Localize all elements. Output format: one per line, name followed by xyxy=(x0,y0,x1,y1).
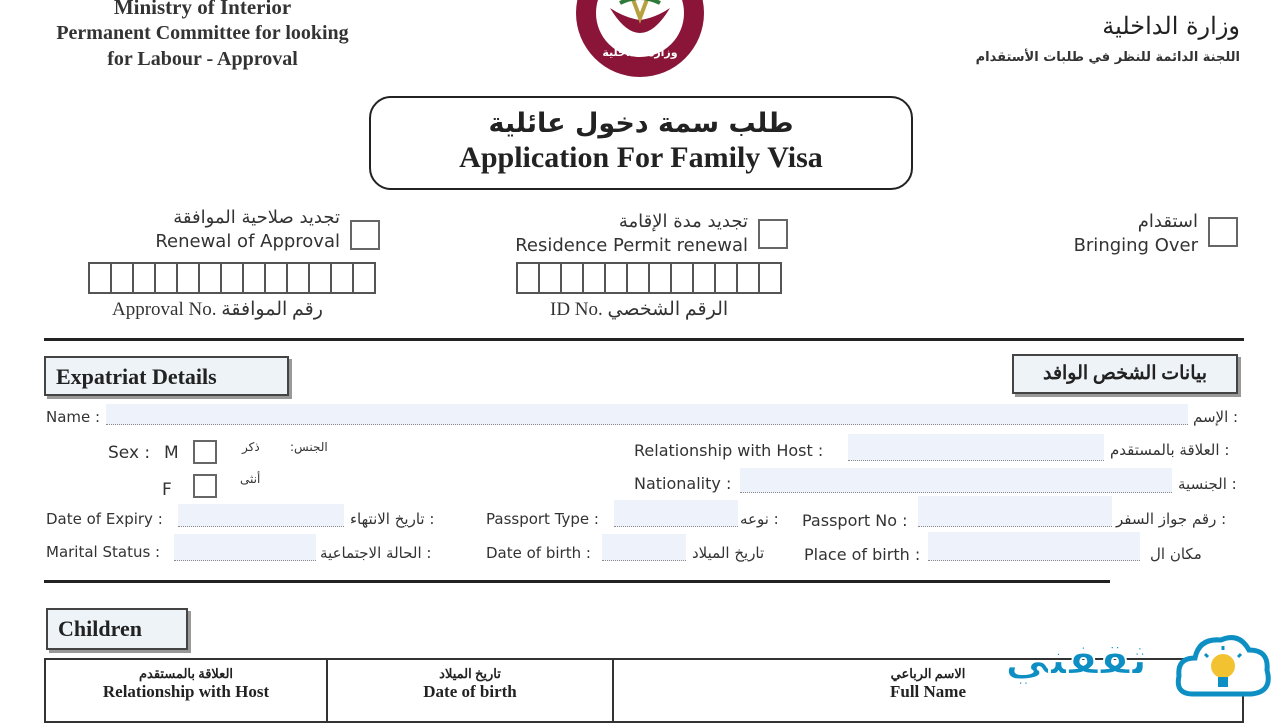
approval-number-boxes[interactable] xyxy=(88,262,374,294)
pob-field[interactable] xyxy=(928,532,1140,561)
pob-label: Place of birth : xyxy=(804,545,921,564)
committee-line-2: for Labour - Approval xyxy=(107,48,298,70)
ministry-title-ar: وزارة الداخلية xyxy=(1102,12,1240,40)
option-bringing-over-label xyxy=(1010,210,1198,258)
option-renewal-approval-en: Renewal of Approval xyxy=(155,231,340,252)
ministry-seal xyxy=(575,0,705,78)
col-date-of-birth: تاريخ الميلاد Date of birth xyxy=(327,659,613,722)
relationship-label-ar: : العلاقة بالمستقدم xyxy=(1110,441,1230,459)
id-number-label: ID No. الرقم الشخصي xyxy=(550,299,729,320)
relationship-field[interactable] xyxy=(848,434,1104,461)
dob-field[interactable] xyxy=(602,534,686,561)
marital-label: Marital Status : xyxy=(46,543,161,561)
name-field[interactable] xyxy=(106,404,1188,425)
option-renewal-approval-ar: تجديد صلاحية الموافقة xyxy=(173,207,340,228)
sex-label-ar: الجنس: xyxy=(290,440,328,454)
sex-male-label: M xyxy=(164,443,179,463)
divider-middle xyxy=(44,580,1110,583)
renewal-approval-checkbox[interactable] xyxy=(350,220,380,250)
sex-female-label: F xyxy=(162,480,172,500)
expiry-field[interactable] xyxy=(178,504,344,527)
children-section-tab: Children xyxy=(46,608,188,650)
form-title-en: Application For Family Visa xyxy=(459,141,823,174)
sex-male-checkbox[interactable] xyxy=(193,440,217,464)
sex-male-label-ar: ذكر xyxy=(242,440,260,454)
form-title-ar: طلب سمة دخول عائلية xyxy=(488,108,794,139)
lightbulb-cloud-icon xyxy=(1173,624,1273,714)
option-residence-renewal-en: Residence Permit renewal xyxy=(515,235,748,256)
nationality-field[interactable] xyxy=(740,468,1172,493)
expatriate-section-tab: Expatriat Details xyxy=(44,356,289,396)
passport-type-label-ar: : نوعه xyxy=(740,510,779,528)
nationality-label-ar: : الجنسية xyxy=(1178,475,1237,493)
passport-no-field[interactable] xyxy=(918,496,1112,527)
option-bringing-over-en: Bringing Over xyxy=(1073,235,1198,256)
dob-label-ar: تاريخ الميلاد xyxy=(692,544,765,562)
committee-title-ar: اللجنة الدائمة للنظر في طلبات الأستقدام xyxy=(975,50,1240,65)
expatriate-section-tab-ar: بيانات الشخص الوافد xyxy=(1012,354,1238,394)
residence-renewal-checkbox[interactable] xyxy=(758,219,788,249)
form-title-box xyxy=(369,96,913,190)
dob-label: Date of birth : xyxy=(486,544,591,562)
ministry-name-en xyxy=(40,0,365,72)
name-label-ar: : الإسم xyxy=(1193,408,1239,426)
watermark-text: ثقفني xyxy=(1005,634,1148,685)
committee-line-1: Permanent Committee for looking xyxy=(56,22,349,44)
option-residence-renewal-ar: تجديد مدة الإقامة xyxy=(618,211,748,232)
sex-female-label-ar: أنثى xyxy=(240,472,261,486)
expiry-label-ar: : تاريخ الانتهاء xyxy=(350,510,435,528)
divider-top xyxy=(44,338,1244,341)
approval-number-label: Approval No. رقم الموافقة xyxy=(112,299,323,320)
marital-label-ar: : الحالة الاجتماعية xyxy=(320,544,432,562)
pob-label-ar: مكان ال xyxy=(1150,545,1202,563)
marital-field[interactable] xyxy=(174,534,316,561)
option-residence-renewal-label xyxy=(480,210,748,258)
nationality-label: Nationality : xyxy=(634,474,732,493)
watermark xyxy=(1005,620,1275,716)
col-relationship: العلاقة بالمستقدم Relationship with Host xyxy=(45,659,327,722)
expiry-label: Date of Expiry : xyxy=(46,510,163,528)
relationship-label: Relationship with Host : xyxy=(634,441,824,460)
passport-type-field[interactable] xyxy=(614,500,738,527)
passport-no-label-ar: : رقم جواز السفر xyxy=(1116,510,1227,528)
col-full-name: الاسم الرباعي Full Name xyxy=(613,659,1243,722)
passport-type-label: Passport Type : xyxy=(486,510,599,528)
seal-icon xyxy=(575,0,705,78)
ministry-name-ar xyxy=(920,8,1240,65)
option-bringing-over-ar: استقدام xyxy=(1137,211,1198,232)
ministry-title-en: Ministry of Interior xyxy=(113,0,292,19)
id-number-boxes[interactable] xyxy=(516,262,780,294)
bringing-over-checkbox[interactable] xyxy=(1208,217,1238,247)
sex-female-checkbox[interactable] xyxy=(193,474,217,498)
passport-no-label: Passport No : xyxy=(802,511,908,530)
option-renewal-approval-label xyxy=(120,206,340,254)
seal-caption: وزارة الداخلية xyxy=(602,46,678,59)
sex-label: Sex : xyxy=(108,443,151,463)
name-label: Name : xyxy=(46,408,101,426)
